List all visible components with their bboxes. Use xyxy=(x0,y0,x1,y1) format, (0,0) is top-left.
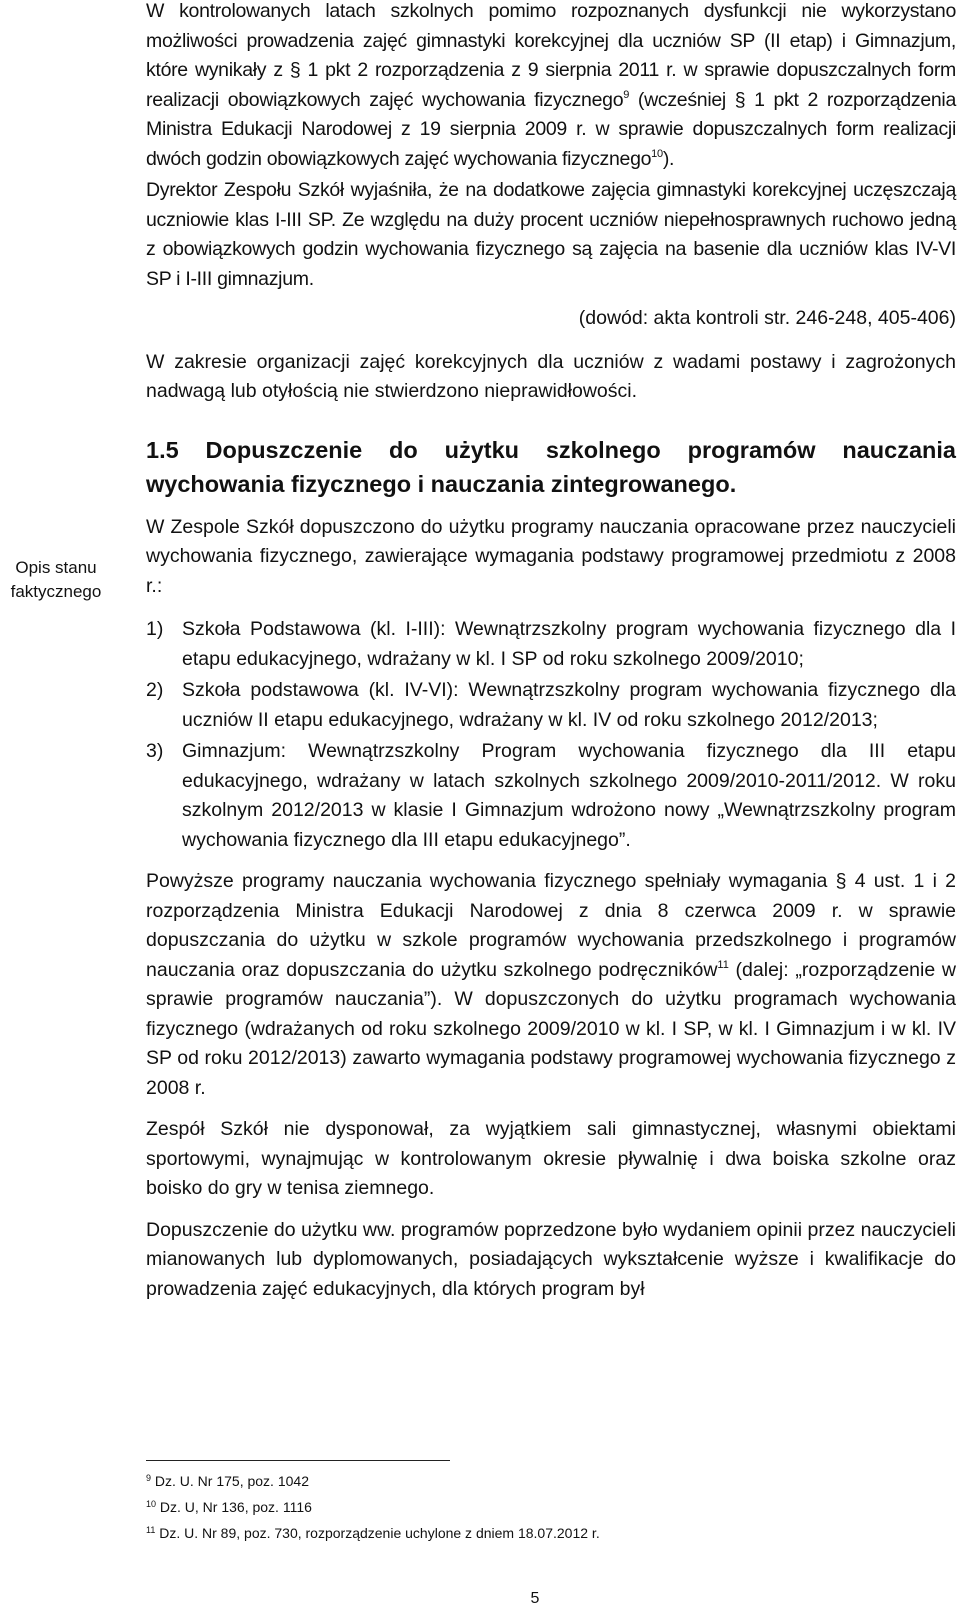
footnote-number: 10 xyxy=(146,1499,157,1509)
paragraph-approval: Dopuszczenie do użytku ww. programów poprzedzone było wydaniem opinii przez nauczycieli mianowanych lub dyplomowanych, posiadających wykształcenie wyższe i kwalifikacje do prowadzenia zajęć edukacyjnych, dla których program był xyxy=(146,1218,956,1300)
footnote-9 xyxy=(146,1468,846,1494)
footnote-number: 9 xyxy=(146,1473,152,1483)
paragraph-facilities: Zespół Szkół nie dysponował, za wyjątkiem sali gimnastycznej, własnymi obiektami sportowymi, wynajmując w kontrolowanym okresie pływalnię i dwa boiska szkolne oraz boisko do gry w tenisa ziemnego. xyxy=(146,1118,956,1199)
text-run: ). xyxy=(662,147,675,170)
footnote-ref-10: 10 xyxy=(651,147,663,160)
text-run: Powyższe programy nauczania wychowania fizycznego spełniały wymagania § 4 ust. 1 i 2 rozporządzenia Ministra Edukacji Narodowej z dnia 8 czerwca 2009 r. w sprawie dopuszczania do użytku w szkole programów wychowania przedszkolnego i programów nauczania oraz dopuszczania do użytku szkolnego podręczników xyxy=(146,870,956,981)
list-marker: 1) xyxy=(146,618,164,640)
paragraph-director-explanation: Dyrektor Zespołu Szkół wyjaśniła, że na dodatkowe zajęcia gimnastyki korekcyjnej uczęszczają uczniowie klas I-III SP. Ze względu na duży procent uczniów niepełnosprawnych ruchowo jedną z obowiązkowych godzin wychowania fizycznego są zajęcia na basenie dla uczniów klas IV-VI SP i I-III gimnazjum. xyxy=(146,179,956,290)
section-number: 1.5 xyxy=(146,436,179,463)
text-run: (dalej: „rozporządzenie w sprawie programów nauczania”). W dopuszczonych do użytku programach wychowania fizycznego (wdrażanych od roku szkolnego 2009/2010 w kl. I SP, w kl. I Gimnazjum i w kl. IV SP od roku 2012/2013) zawarto wymagania podstawy programowej wychowania fizycznego z 2008 r. xyxy=(146,958,956,1099)
footnote-text: Dz. U. Nr 89, poz. 730, rozporządzenie uchylone z dniem 18.07.2012 r. xyxy=(159,1525,600,1541)
footnote-10 xyxy=(146,1494,846,1520)
footnote-number: 11 xyxy=(146,1525,156,1535)
footnote-ref-11: 11 xyxy=(717,958,729,971)
section-title: Dopuszczenie do użytku szkolnego programów nauczania wychowania fizycznego i nauczania zintegrowanego. xyxy=(146,436,956,497)
footnotes xyxy=(146,1468,846,1546)
list-item xyxy=(146,737,956,855)
paragraph-corrective-gymnastics xyxy=(146,0,956,174)
footnote-ref-9: 9 xyxy=(623,88,630,101)
paragraph-programs-intro: W Zespole Szkół dopuszczono do użytku programy nauczania opracowane przez nauczycieli wychowania fizycznego, zawierające wymagania podstawy programowej przedmiotu z 2008 r.: xyxy=(146,515,956,597)
section-heading xyxy=(146,433,956,501)
list-item-text: Gimnazjum: Wewnątrzszkolny Program wychowania fizycznego dla III etapu edukacyjnego, wdrażany w latach szkolnych szkolnego 2009/2010-2011/2012. W roku szkolnym 2012/2013 w klasie I Gimnazjum wdrożono nowy „Wewnątrzszkolny program wychowania fizycznego dla III etapu edukacyjnego”. xyxy=(182,740,956,851)
list-marker: 3) xyxy=(146,740,164,762)
margin-label-line1: Opis stanu xyxy=(15,558,97,577)
list-marker: 2) xyxy=(146,679,164,701)
paragraph-requirements xyxy=(146,867,956,1103)
list-item xyxy=(146,676,956,735)
footnote-11 xyxy=(146,1520,846,1546)
list-item xyxy=(146,615,956,674)
evidence-reference: (dowód: akta kontroli str. 246-248, 405-406) xyxy=(578,307,956,329)
program-list xyxy=(146,615,956,855)
margin-label xyxy=(0,556,112,604)
footnote-divider xyxy=(146,1460,450,1461)
text-run: W kontrolowanych latach szkolnych pomimo rozpoznanych dysfunkcji nie wykorzystano możliwości prowadzenia zajęć gimnastyki korekcyjnej dla uczniów SP (II etap) i Gimnazjum, które wynikały z § 1 pkt 2 rozporządzenia z 9 sierpnia 2011 r. w sprawie dopuszczalnych form realizacji obowiązkowych zajęć wychowania fizycznego xyxy=(146,0,956,111)
paragraph-no-irregularities: W zakresie organizacji zajęć korekcyjnych dla uczniów z wadami postawy i zagrożonych nadwagą lub otyłością nie stwierdzono nieprawidłowości. xyxy=(146,350,956,402)
list-item-text: Szkoła Podstawowa (kl. I-III): Wewnątrzszkolny program wychowania fizycznego dla I etapu edukacyjnego, wdrażany w kl. I SP od roku szkolnego 2009/2010; xyxy=(182,618,956,670)
footnote-text: Dz. U, Nr 136, poz. 1116 xyxy=(159,1499,312,1515)
page-number: 5 xyxy=(530,1590,540,1607)
main-content xyxy=(146,0,956,1304)
margin-label-line2: faktycznego xyxy=(10,582,102,601)
footnote-text: Dz. U. Nr 175, poz. 1042 xyxy=(154,1473,309,1489)
text-run: (wcześniej § 1 pkt 2 rozporządzenia Ministra Edukacji Narodowej z 19 sierpnia 2009 r. w sprawie dopuszczalnych form realizacji dwóch godzin obowiązkowych zajęć wychowania fizycznego xyxy=(146,88,956,170)
list-item-text: Szkoła podstawowa (kl. IV-VI): Wewnątrzszkolny program wychowania fizycznego dla uczniów II etapu edukacyjnego, wdrażany w kl. IV od roku szkolnego 2012/2013; xyxy=(182,679,956,731)
